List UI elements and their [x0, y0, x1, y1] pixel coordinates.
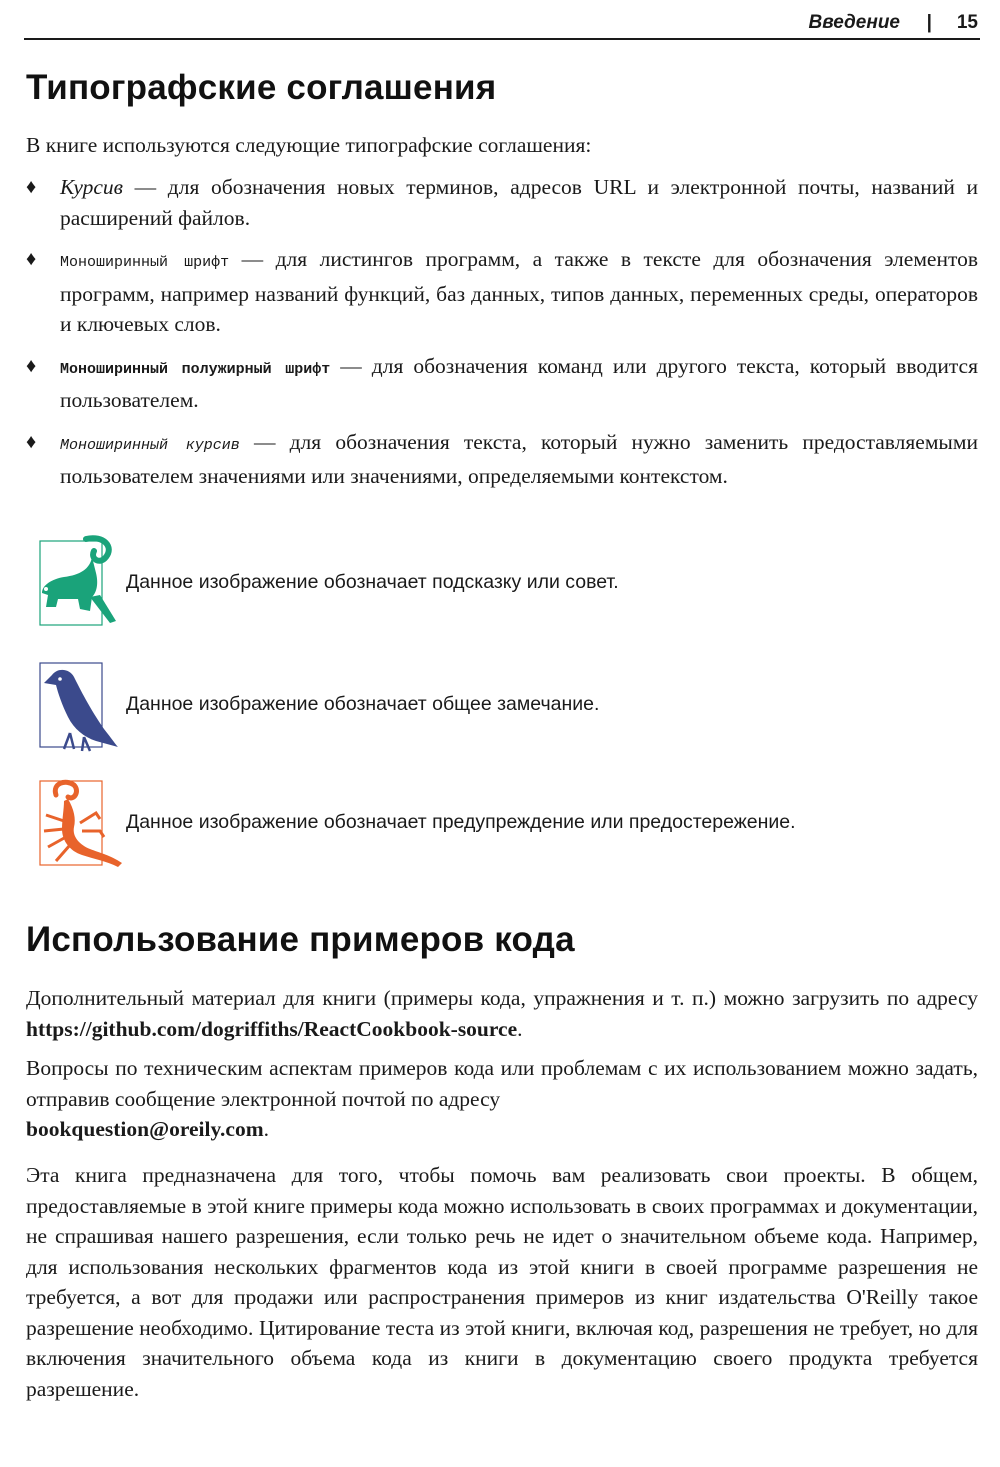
email-link[interactable]: bookquestion@oreily.com [26, 1117, 264, 1141]
note-notice [26, 657, 976, 757]
warning-notice [26, 775, 976, 875]
crow-note-icon [34, 657, 124, 757]
code-paragraph-download [26, 983, 978, 1044]
code-paragraph-permissions: Эта книга предназначена для того, чтобы помочь вам реализовать свои проекты. В общем, предоставляемые в этой книге примеры кода можно использовать в своих программах и документации, не спрашивая нашего разрешения, если только речь не идет о значительном объеме кода. Например, для использования нескольких фрагментов кода из этой книги в своей программе разрешения не требуется, а вот для продажи или распространения примеров из книг издательства O'Reilly такое разрешение необходимо. Цитирование теста из этой книги, включая код, разрешения не требует, но для включения значительного объема кода из книги в документацию своего продукта требуется разрешение. [26, 1163, 978, 1401]
term-italic: Курсив [60, 175, 123, 199]
diamond-bullet-icon: ♦ [26, 176, 37, 198]
repository-link[interactable]: https://github.com/dogriffiths/ReactCookbook-source [26, 1016, 518, 1041]
tip-text: Данное изображение обозначает подсказку или совет. [126, 571, 619, 593]
section-title-code-examples: Использование примеров кода [26, 920, 575, 959]
conventions-list [26, 172, 978, 503]
list-item [26, 244, 978, 340]
warning-text: Данное изображение обозначает предупреждение или предостережение. [126, 811, 796, 833]
term-monospace: Моноширинный шрифт [60, 254, 230, 271]
list-item [26, 427, 978, 492]
code-paragraph-questions [26, 1053, 978, 1145]
header-section-title: Введение [808, 12, 900, 33]
paragraph-text: . [517, 1016, 523, 1041]
section-title-conventions: Типографские соглашения [26, 68, 497, 107]
paragraph-text: Вопросы по техническим аспектам примеров кода или проблемам с их использованием можно задать, отправив сообщение электронной почтой по адресу [26, 1056, 978, 1111]
diamond-bullet-icon: ♦ [26, 354, 37, 377]
list-item [26, 172, 978, 233]
term-description: — для обозначения команд или другого текста, который вводится пользователем. [60, 353, 978, 412]
term-description: — для листингов программ, а также в тексте для обозначения элементов программ, например названий функций, баз данных, типов данных, переменных среды, операторов и ключевых слов. [60, 247, 978, 336]
running-header [24, 8, 980, 40]
paragraph-text: Дополнительный материал для книги (примеры кода, упражнения и т. п.) можно загрузить по адресу [26, 986, 978, 1010]
diamond-bullet-icon: ♦ [26, 430, 37, 453]
page-number: 15 [956, 12, 978, 33]
list-item [26, 351, 978, 416]
paragraph-text: . [263, 1117, 269, 1141]
lemur-tip-icon [34, 535, 124, 635]
diamond-bullet-icon: ♦ [26, 248, 37, 270]
tip-notice [26, 535, 976, 635]
note-text: Данное изображение обозначает общее замечание. [126, 693, 600, 715]
term-description: — для обозначения текста, который нужно заменить предоставляемыми пользователем значениями или значениями, определяемыми контекстом. [60, 429, 978, 488]
scorpion-warning-icon [34, 775, 124, 875]
header-separator: | [926, 12, 932, 33]
term-monospace-italic: Моноширинный курсив [60, 436, 240, 454]
conventions-intro: В книге используются следующие типографские соглашения: [26, 133, 592, 157]
term-description: — для обозначения новых терминов, адресов URL и электронной почты, названий и расширений файлов. [60, 175, 978, 230]
term-monospace-bold: Моноширинный полужирный шрифт [60, 360, 331, 378]
